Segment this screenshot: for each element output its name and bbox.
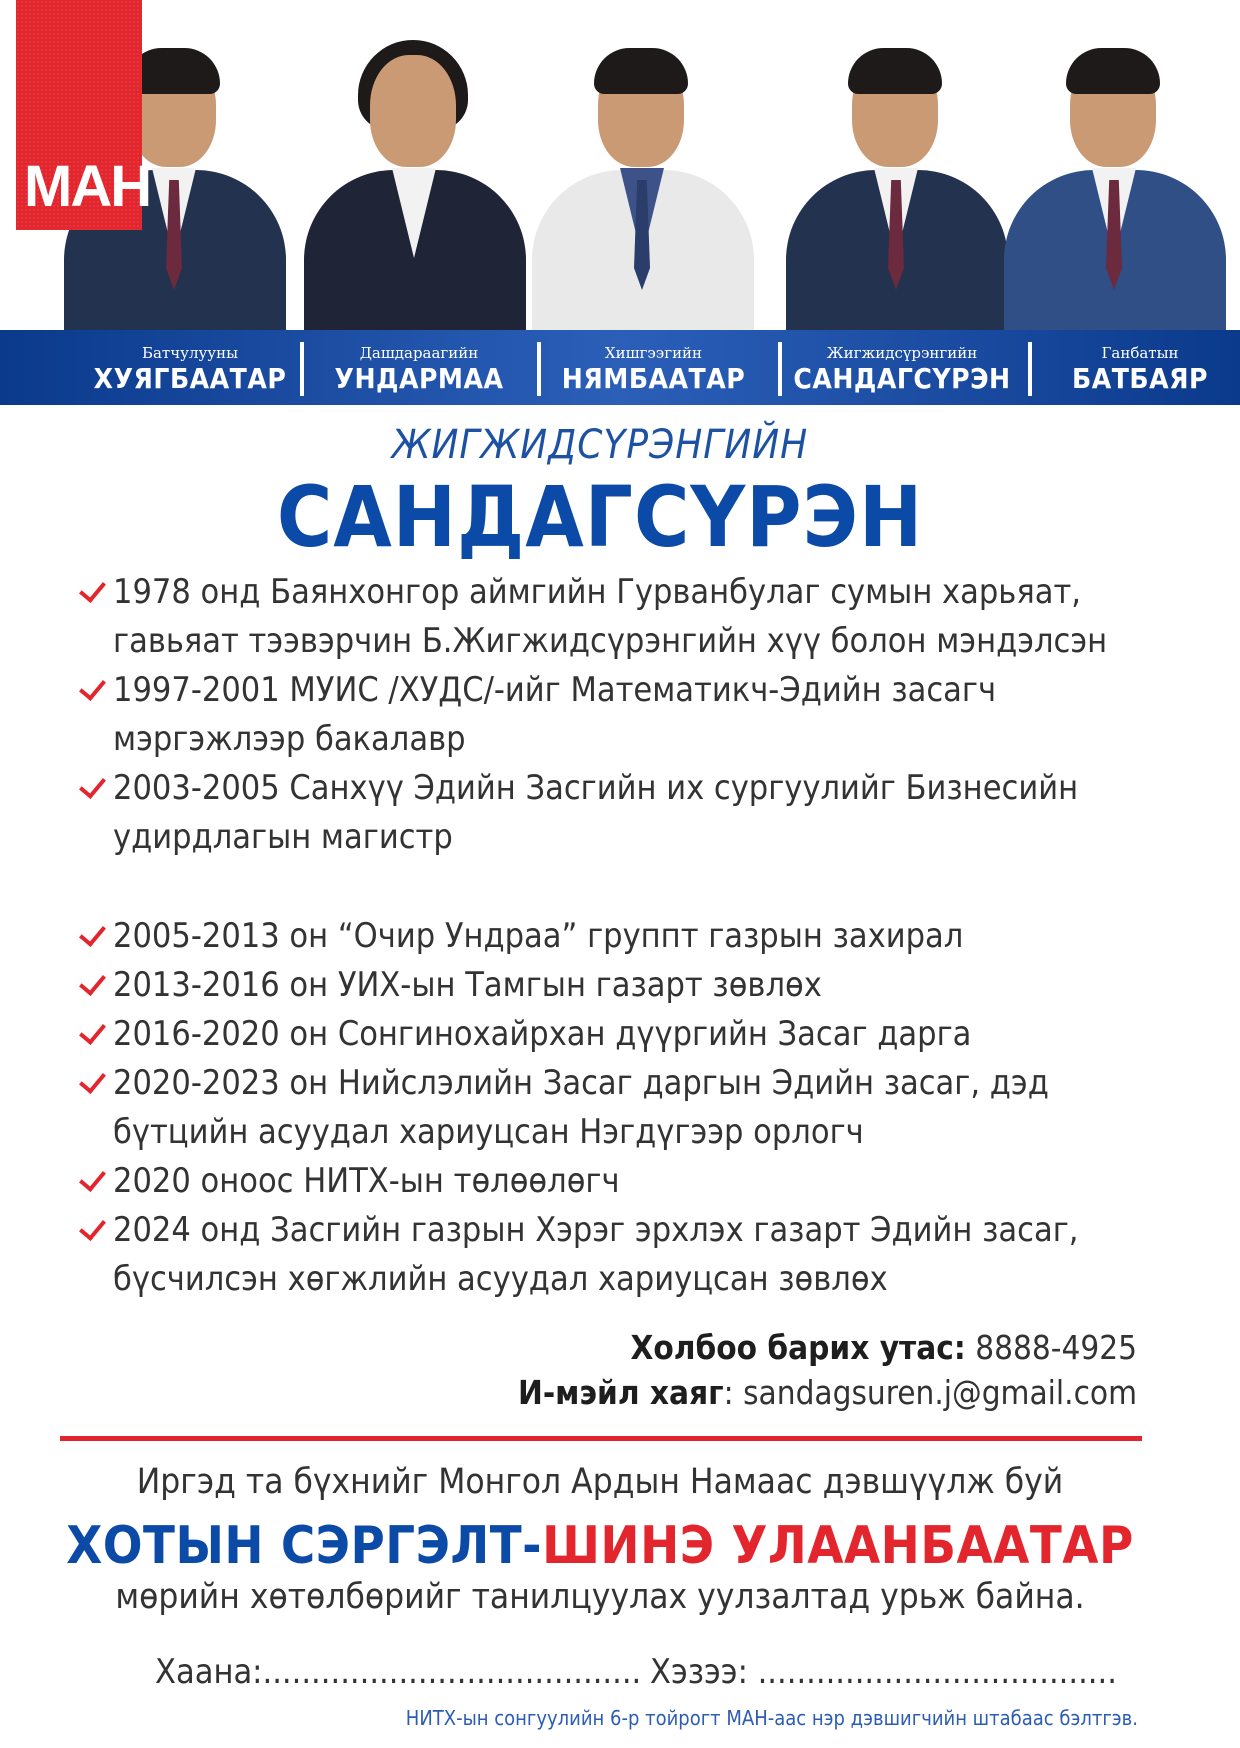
phone-number: 8888-4925 <box>965 1328 1137 1367</box>
candidate-photo-4 <box>782 40 1012 330</box>
bio-item: 2016-2020 он Сонгинохайрхан дүүргийн Засаг дарга <box>80 1010 1160 1059</box>
candidate-last-name: БАТБАЯР <box>1072 362 1208 395</box>
slogan-blue: ХОТЫН СЭРГЭЛТ- <box>66 1516 543 1576</box>
check-icon <box>80 666 112 706</box>
candidate-photo-3 <box>528 40 758 330</box>
slogan-red: ШИНЭ УЛААНБААТАР <box>542 1516 1134 1576</box>
bio-item: 2013-2016 он УИХ-ын Тамгын газарт зөвлөх <box>80 961 1160 1010</box>
candidate-name-4 <box>782 330 1022 405</box>
check-icon <box>80 912 112 952</box>
red-divider <box>60 1436 1142 1441</box>
check-icon <box>80 764 112 804</box>
check-icon <box>80 1010 112 1050</box>
check-icon <box>80 961 112 1001</box>
when-field: Хэзээ: ..................................... <box>650 1652 1117 1692</box>
email-address: : sandagsuren.j@gmail.com <box>723 1373 1137 1412</box>
bio-item: 2024 онд Засгийн газрын Хэрэг эрхлэх газарт Эдийн засаг, бүсчилсэн хөгжлийн асуудал хариуцсан зөвлөх <box>80 1206 1160 1304</box>
bio-item: 1997-2001 МУИС /ХУДС/-ийг Математикч-Эдийн засагч мэргэжлээр бакалавр <box>80 666 1160 764</box>
bio-item: 2020-2023 он Нийслэлийн Засаг даргын Эдийн засаг, дэд бүтцийн асуудал хариуцсан Нэгдүгээр орлогч <box>80 1059 1160 1157</box>
candidate-photo-2 <box>300 40 530 330</box>
name-divider <box>1028 342 1032 396</box>
biography-list <box>80 568 1160 1304</box>
candidate-last-name: УНДАРМАА <box>334 362 504 395</box>
where-field: Хаана:....................................... <box>155 1652 642 1692</box>
candidate-first-name: Дашдараагийн <box>359 344 479 362</box>
candidate-patronymic: ЖИГЖИДСҮРЭНГИЙН <box>391 422 809 468</box>
candidate-name-5 <box>1040 330 1240 405</box>
check-icon <box>80 568 112 608</box>
campaign-slogan <box>0 1516 1200 1576</box>
candidate-last-name: НЯМБААТАР <box>561 362 746 395</box>
check-icon <box>80 1059 112 1099</box>
footer-note: НИТХ-ын сонгуулийн 6-р тойрогт МАН-аас нэр дэвшигчийн штабаас бэлтгэв. <box>405 1706 1138 1730</box>
check-icon <box>80 1157 112 1197</box>
bio-item: 2003-2005 Санхүү Эдийн Засгийн их сургуулийг Бизнесийн удирдлагын магистр <box>80 764 1160 862</box>
candidate-name-1 <box>80 330 300 405</box>
candidate-photo-5 <box>1000 40 1230 330</box>
candidates-photo-band <box>0 0 1240 330</box>
candidate-last-name: САНДАГСҮРЭН <box>793 362 1011 395</box>
contact-phone <box>437 1328 1137 1367</box>
party-logo: МАН <box>16 0 142 230</box>
candidate-first-name: Батчулууны <box>141 344 239 362</box>
bio-item: 1978 онд Баянхонгор аймгийн Гурванбулаг сумын харьяат, гавьяат тээвэрчин Б.Жигжидсүрэнгийн хүү болон мэндэлсэн <box>80 568 1160 666</box>
bio-item: 2005-2013 он “Очир Ундраа” группт газрын захирал <box>80 912 1160 961</box>
candidate-name-title: САНДАГСҮРЭН <box>276 468 924 566</box>
candidate-name-3 <box>541 330 766 405</box>
candidate-name-bar <box>0 330 1240 405</box>
candidate-first-name: Жигжидсүрэнгийн <box>826 344 978 362</box>
contact-email <box>437 1373 1137 1412</box>
invitation-line-2: мөрийн хөтөлбөрийг танилцуулах уулзалтад урьж байна. <box>115 1577 1085 1617</box>
bio-item: 2020 оноос НИТХ-ын төлөөлөгч <box>80 1157 1160 1206</box>
phone-label: Холбоо барих утас: <box>630 1328 966 1367</box>
candidate-last-name: ХУЯГБААТАР <box>93 362 287 395</box>
candidate-name-2 <box>304 330 534 405</box>
invitation-line-1: Иргэд та бүхнийг Монгол Ардын Намаас дэвшүүлж буй <box>136 1462 1064 1502</box>
candidate-first-name: Хишгээгийн <box>604 344 703 362</box>
check-icon <box>80 1206 112 1246</box>
email-label: И-мэйл хаяг <box>517 1373 724 1412</box>
candidate-first-name: Ганбатын <box>1101 344 1179 362</box>
